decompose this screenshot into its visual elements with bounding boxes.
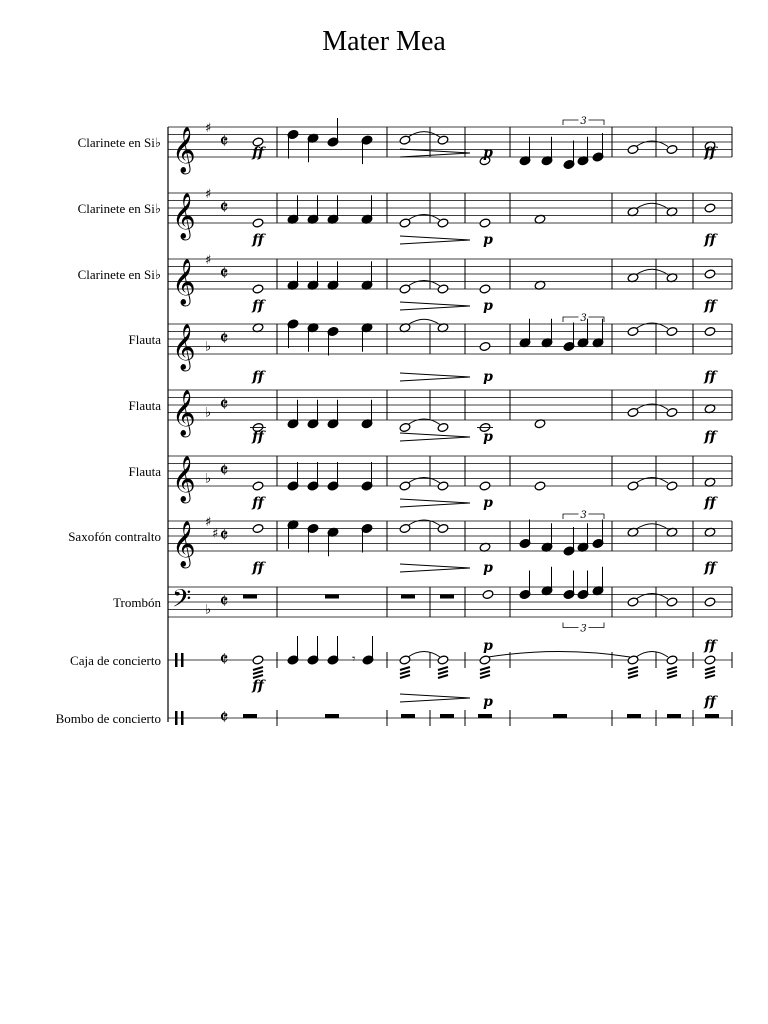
dynamic-ff: ff <box>252 369 264 385</box>
whole-note <box>479 481 491 491</box>
dynamic-p: p <box>483 145 493 161</box>
flat-accidental: ♭ <box>205 471 212 487</box>
time-signature: 𝄵 <box>219 705 229 729</box>
tremolo-stroke <box>253 671 263 674</box>
instrument-label: Bombo de concierto <box>55 711 161 726</box>
tie <box>408 652 440 658</box>
tremolo-stroke <box>667 675 677 678</box>
instrument-label: Clarinete en Si♭ <box>77 135 161 150</box>
rest <box>478 714 492 718</box>
whole-note <box>704 203 716 213</box>
tremolo-stroke <box>628 671 638 674</box>
rest <box>667 714 681 718</box>
decrescendo-hairpin <box>400 694 470 702</box>
percussion-clef-bar <box>175 653 178 667</box>
dynamic-ff: ff <box>252 560 264 576</box>
instrument-label: Caja de concierto <box>70 653 161 668</box>
dynamic-p: p <box>483 638 493 654</box>
rest <box>401 714 415 718</box>
whole-note <box>252 655 264 665</box>
rest <box>627 714 641 718</box>
dynamic-ff: ff <box>704 638 716 654</box>
tie <box>488 652 630 658</box>
tremolo-stroke <box>705 671 715 674</box>
dynamic-p: p <box>483 369 493 385</box>
whole-note <box>479 218 491 228</box>
rest <box>440 595 454 599</box>
instrument-label: Clarinete en Si♭ <box>77 267 161 282</box>
time-signature: 𝄵 <box>219 195 229 219</box>
rest <box>705 714 719 718</box>
tremolo-stroke <box>400 671 410 674</box>
decrescendo-hairpin <box>400 373 470 381</box>
sharp-accidental: ♯ <box>205 121 212 136</box>
whole-note <box>704 326 716 336</box>
decrescendo-hairpin <box>400 433 470 441</box>
dynamic-ff: ff <box>704 232 716 248</box>
dynamic-ff: ff <box>252 298 264 314</box>
dynamic-ff: ff <box>704 429 716 445</box>
rest <box>325 714 339 718</box>
dynamic-ff: ff <box>704 145 716 161</box>
dynamic-p: p <box>483 560 493 576</box>
tuplet-number: 3 <box>580 510 587 521</box>
decrescendo-hairpin <box>400 564 470 572</box>
sharp-accidental: ♯ <box>212 526 219 542</box>
tremolo-stroke <box>628 667 638 670</box>
time-signature: 𝄵 <box>219 326 229 350</box>
time-signature: 𝄵 <box>219 647 229 671</box>
time-signature: 𝄵 <box>219 392 229 416</box>
rest <box>440 714 454 718</box>
whole-note <box>479 341 491 351</box>
tremolo-stroke <box>705 675 715 678</box>
instrument-label: Clarinete en Si♭ <box>77 201 161 216</box>
sharp-accidental: ♯ <box>205 187 212 202</box>
tremolo-stroke <box>667 671 677 674</box>
rest <box>243 595 257 599</box>
flat-accidental: ♭ <box>205 405 212 421</box>
treble-clef: 𝄞 <box>172 456 196 502</box>
tremolo-stroke <box>480 667 490 670</box>
dynamic-ff: ff <box>704 560 716 576</box>
treble-clef: 𝄞 <box>172 259 196 305</box>
rest <box>325 595 339 599</box>
whole-note <box>252 284 264 294</box>
dynamic-ff: ff <box>252 429 264 445</box>
time-signature: 𝄵 <box>219 129 229 153</box>
whole-note <box>479 284 491 294</box>
instrument-label: Trombón <box>113 595 161 610</box>
tremolo-stroke <box>480 671 490 674</box>
dynamic-p: p <box>483 694 493 710</box>
time-signature: 𝄵 <box>219 261 229 285</box>
instrument-label: Saxofón contralto <box>68 529 161 544</box>
decrescendo-hairpin <box>400 499 470 507</box>
tuplet-number: 3 <box>580 623 587 635</box>
rest <box>401 595 415 599</box>
bass-clef: 𝄢 <box>172 584 192 620</box>
dynamic-ff: ff <box>704 495 716 511</box>
whole-note <box>704 269 716 279</box>
sharp-accidental: ♯ <box>205 253 212 268</box>
tremolo-stroke <box>438 675 448 678</box>
dynamic-ff: ff <box>252 495 264 511</box>
treble-clef: 𝄞 <box>172 193 196 239</box>
sharp-accidental: ♯ <box>205 515 212 530</box>
rest <box>553 714 567 718</box>
treble-clef: 𝄞 <box>172 127 196 173</box>
treble-clef: 𝄞 <box>172 324 196 370</box>
dynamic-p: p <box>483 232 493 248</box>
tremolo-stroke <box>400 667 410 670</box>
tremolo-stroke <box>480 675 490 678</box>
whole-note <box>534 481 546 491</box>
percussion-clef-bar <box>175 711 178 725</box>
whole-note <box>252 218 264 228</box>
tremolo-stroke <box>438 667 448 670</box>
tuplet-number: 3 <box>580 313 587 324</box>
whole-note <box>252 523 264 533</box>
treble-clef: 𝄞 <box>172 521 196 567</box>
rest <box>243 714 257 718</box>
dynamic-ff: ff <box>704 694 716 710</box>
dynamic-ff: ff <box>252 145 264 161</box>
tremolo-stroke <box>705 667 715 670</box>
whole-note <box>482 589 494 599</box>
instrument-label: Flauta <box>128 332 161 347</box>
decrescendo-hairpin <box>400 149 470 157</box>
whole-note <box>252 481 264 491</box>
dynamic-p: p <box>483 298 493 314</box>
dynamic-p: p <box>483 429 493 445</box>
flat-accidental: ♭ <box>205 602 212 618</box>
time-signature: 𝄵 <box>219 523 229 547</box>
dynamic-p: p <box>483 495 493 511</box>
tremolo-stroke <box>438 671 448 674</box>
whole-note <box>704 597 716 607</box>
treble-clef: 𝄞 <box>172 390 196 436</box>
time-signature: 𝄵 <box>219 458 229 482</box>
tremolo-stroke <box>253 667 263 670</box>
tremolo-stroke <box>628 675 638 678</box>
tremolo-stroke <box>667 667 677 670</box>
dynamic-ff: ff <box>704 298 716 314</box>
score-title: Mater Mea <box>322 26 446 57</box>
percussion-clef-bar <box>181 653 184 667</box>
flat-accidental: ♭ <box>205 339 212 355</box>
instrument-label: Flauta <box>128 398 161 413</box>
time-signature: 𝄵 <box>219 589 229 613</box>
decrescendo-hairpin <box>400 302 470 310</box>
dynamic-ff: ff <box>704 369 716 385</box>
eighth-rest: 𝄾 <box>352 652 356 667</box>
whole-note <box>704 655 716 665</box>
dynamic-ff: ff <box>252 678 264 694</box>
tremolo-stroke <box>400 675 410 678</box>
decrescendo-hairpin <box>400 236 470 244</box>
tie <box>636 652 668 658</box>
dynamic-ff: ff <box>252 232 264 248</box>
percussion-clef-bar <box>181 711 184 725</box>
tuplet-number: 3 <box>580 116 587 127</box>
instrument-label: Flauta <box>128 464 161 479</box>
